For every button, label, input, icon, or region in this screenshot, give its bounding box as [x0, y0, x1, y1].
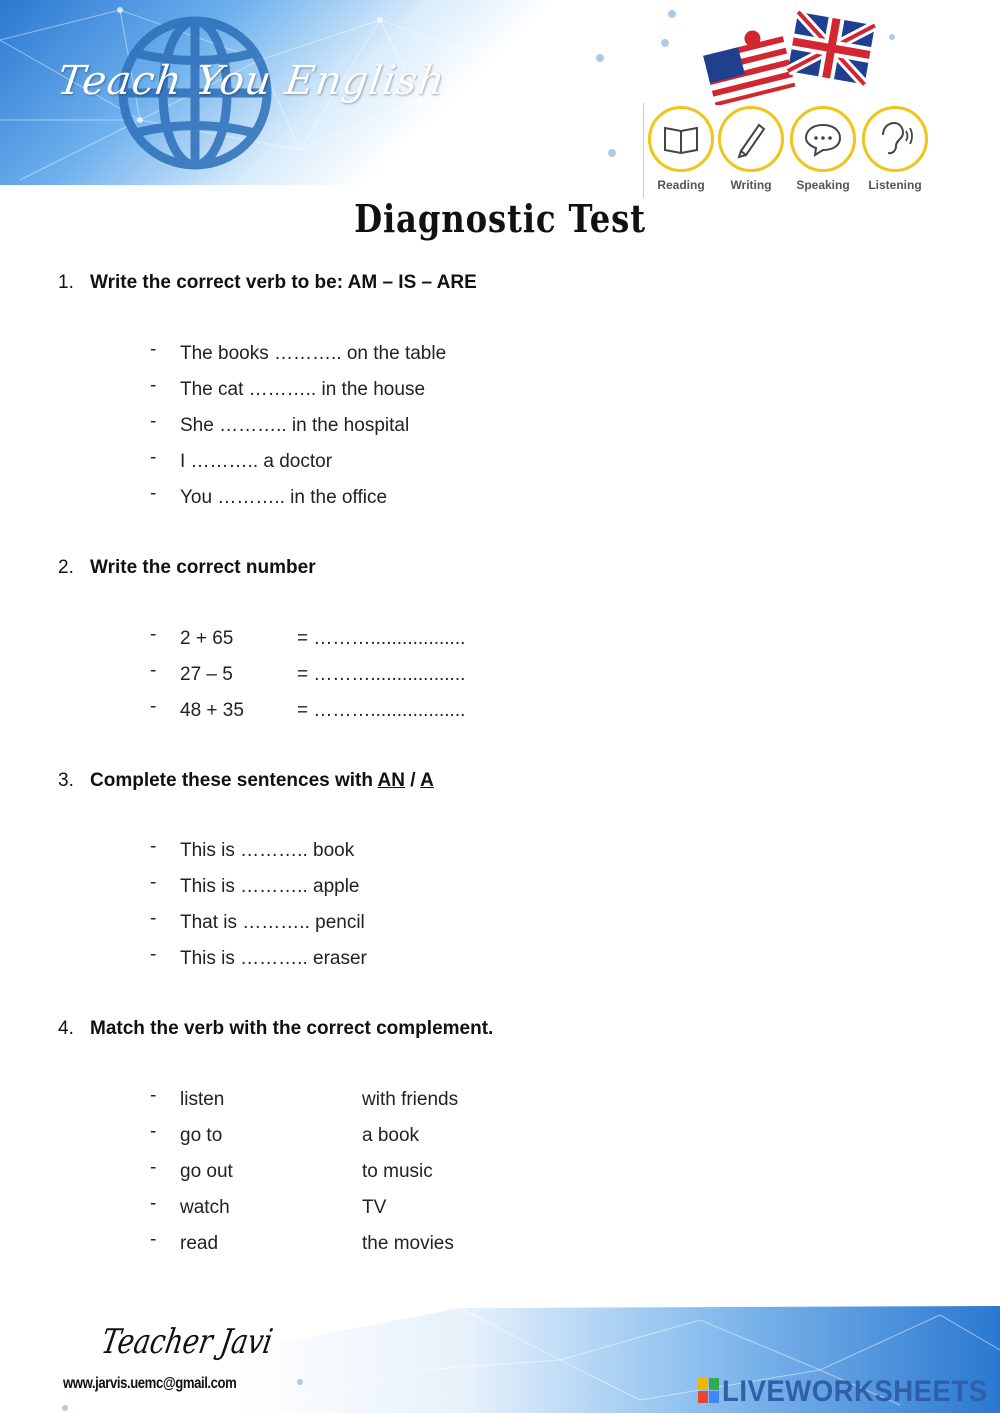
question-3 [58, 770, 938, 792]
ear-icon [875, 119, 915, 159]
skill-listening: Listening [860, 103, 930, 192]
skills-panel [643, 103, 933, 198]
book-icon [661, 122, 701, 156]
skill-writing: Writing [716, 103, 786, 192]
brand-name: Teach You English [54, 58, 449, 104]
answer-blank[interactable]: = ……….................. [297, 700, 466, 721]
skill-speaking: Speaking [788, 103, 858, 192]
page-title: Diagnostic Test [354, 196, 646, 241]
question-number: 3. [58, 770, 74, 791]
skill-reading: Reading [646, 103, 716, 192]
answer-blank[interactable]: = ……….................. [297, 628, 466, 649]
speech-bubble-icon [803, 121, 843, 157]
question-1 [58, 272, 938, 294]
watermark: LIVEWORKSHEETS [722, 1375, 988, 1408]
flags-puzzle-icon [700, 10, 880, 105]
question-number: 4. [58, 1018, 74, 1039]
pen-icon [731, 119, 771, 159]
question-2 [58, 557, 938, 579]
question-heading: Match the verb with the correct complement. [90, 1018, 494, 1039]
teacher-signature: Teacher Javi [98, 1322, 276, 1362]
question-heading: Write the correct number [90, 557, 316, 578]
question-heading: Complete these sentences with AN / A [90, 770, 434, 791]
question-number: 2. [58, 557, 74, 578]
question-number: 1. [58, 272, 74, 293]
teacher-email: www.jarvis.uemc@gmail.com [63, 1375, 237, 1392]
answer-blank[interactable]: = ……….................. [297, 664, 466, 685]
liveworksheets-logo-icon [698, 1378, 720, 1404]
question-4 [58, 1018, 938, 1040]
question-heading: Write the correct verb to be: AM – IS – ARE [90, 272, 477, 293]
